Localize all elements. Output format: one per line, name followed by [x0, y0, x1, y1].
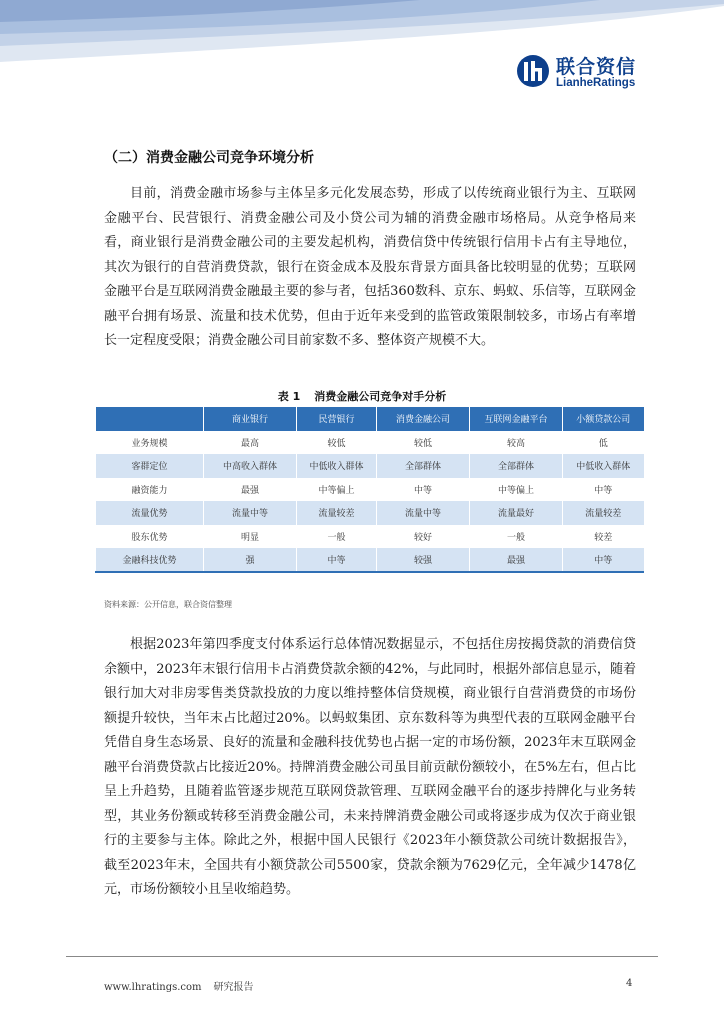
- brand-logo: [516, 52, 646, 96]
- table-row: [96, 548, 644, 572]
- row-label: 金融科技优势: [96, 548, 204, 572]
- table-cell: 明显: [204, 525, 297, 549]
- table-header-corner: [96, 407, 204, 431]
- table-cell: 中等: [563, 548, 644, 572]
- competitor-analysis-table: [95, 407, 644, 573]
- table-row: [96, 501, 644, 525]
- table-cell: 全部群体: [470, 454, 563, 478]
- table-caption-number: 表 1: [277, 390, 301, 403]
- table-cell: 最强: [470, 548, 563, 572]
- table-caption: [0, 388, 724, 404]
- table-row: [96, 431, 644, 455]
- table-cell: 较低: [377, 431, 470, 455]
- table-cell: 一般: [297, 525, 377, 549]
- logo-text-en: LianheRatings: [556, 77, 636, 89]
- table-cell: 较好: [377, 525, 470, 549]
- table-cell: 较强: [377, 548, 470, 572]
- row-label: 融资能力: [96, 478, 204, 502]
- row-label: 客群定位: [96, 454, 204, 478]
- table-header-cell: 小额贷款公司: [563, 407, 644, 431]
- table-cell: 强: [204, 548, 297, 572]
- table-cell: 中等: [377, 478, 470, 502]
- row-label: 股东优势: [96, 525, 204, 549]
- table-cell: 中低收入群体: [297, 454, 377, 478]
- logo-text-cn: 联合资信: [556, 56, 637, 78]
- row-label: 业务规模: [96, 431, 204, 455]
- table-cell: 中等: [297, 548, 377, 572]
- table-cell: 较高: [470, 431, 563, 455]
- paragraph-market-share: 根据2023年第四季度支付体系运行总体情况数据显示，不包括住房按揭贷款的消费信贷余额中，2023年末银行信用卡占消费贷款余额的42%，与此同时，根据外部信息显示，随着银行加大对非房零售类贷款投放的力度以维持整体信贷规模，商业银行自营消费贷的市场份额提升较快，当年末占比超过20%。以蚂蚁集团、京东数科等为典型代表的互联网金融平台凭借自身生态场景、良好的流量和金融科技优势也占据一定的市场份额，2023年末互联网金融平台消费贷款占比接近20%。持牌消费金融公司虽目前贡献份额较小，在5%左右，但占比呈上升趋势，且随着监管逐步规范互联网贷款管理、互联网金融平台的逐步持牌化与业务转型，其业务份额或转移至消费金融公司，未来持牌消费金融公司或将逐步成为仅次于商业银行的主要参与主体。除此之外，根据中国人民银行《2023年小额贷款公司统计数据报告》，截至2023年末，全国共有小额贷款公司5500家，贷款余额为7629亿元，全年减少1478亿元，市场份额较小且呈收缩趋势。: [104, 637, 636, 897]
- table-cell: 中等: [563, 478, 644, 502]
- table-cell: 流量中等: [377, 501, 470, 525]
- table-cell: 最强: [204, 478, 297, 502]
- table-cell: 中等偏上: [470, 478, 563, 502]
- table-cell: 流量较差: [297, 501, 377, 525]
- table-header-cell: 消费金融公司: [377, 407, 470, 431]
- table-cell: 中高收入群体: [204, 454, 297, 478]
- footer-info: [104, 978, 254, 993]
- page-number: 4: [626, 978, 633, 989]
- table-cell: 中低收入群体: [563, 454, 644, 478]
- table-row: [96, 454, 644, 478]
- table-cell: 中等偏上: [297, 478, 377, 502]
- table-cell: 流量中等: [204, 501, 297, 525]
- table-header-cell: 互联网金融平台: [470, 407, 563, 431]
- section-heading: （二）消费金融公司竞争环境分析: [104, 150, 314, 166]
- table-cell: 最高: [204, 431, 297, 455]
- footer-divider: [66, 956, 658, 957]
- table-cell: 较差: [563, 525, 644, 549]
- table-header-row: [96, 407, 644, 431]
- footer-website: www.lhratings.com: [104, 982, 202, 993]
- table-cell: 流量最好: [470, 501, 563, 525]
- table-cell: 流量较差: [563, 501, 644, 525]
- table-source-note: 资料来源：公开信息，联合资信整理: [104, 600, 232, 609]
- lianhe-logo-icon: [516, 54, 550, 88]
- row-label: 流量优势: [96, 501, 204, 525]
- table-caption-title: 消费金融公司竞争对手分析: [314, 390, 447, 403]
- table-cell: 低: [563, 431, 644, 455]
- paragraph-competition-landscape: 目前，消费金融市场参与主体呈多元化发展态势，形成了以传统商业银行为主、互联网金融平台、民营银行、消费金融公司及小贷公司为辅的消费金融市场格局。从竞争格局来看，商业银行是消费金融公司的主要发起机构，消费信贷中传统银行信用卡占有主导地位，其次为银行的自营消费贷款，银行在资金成本及股东背景方面具备比较明显的优势；互联网金融平台是互联网消费金融最主要的参与者，包括360数科、京东、蚂蚁、乐信等，互联网金融平台拥有场景、流量和技术优势，但由于近年来受到的监管政策限制较多，市场占有率增长一定程度受限；消费金融公司目前家数不多、整体资产规模不大。: [104, 186, 636, 348]
- footer-doc-type: 研究报告: [213, 982, 254, 993]
- table-row: [96, 478, 644, 502]
- table-header-cell: 商业银行: [204, 407, 297, 431]
- table-header-cell: 民营银行: [297, 407, 377, 431]
- table-cell: 全部群体: [377, 454, 470, 478]
- table-row: [96, 525, 644, 549]
- table-cell: 较低: [297, 431, 377, 455]
- table-cell: 一般: [470, 525, 563, 549]
